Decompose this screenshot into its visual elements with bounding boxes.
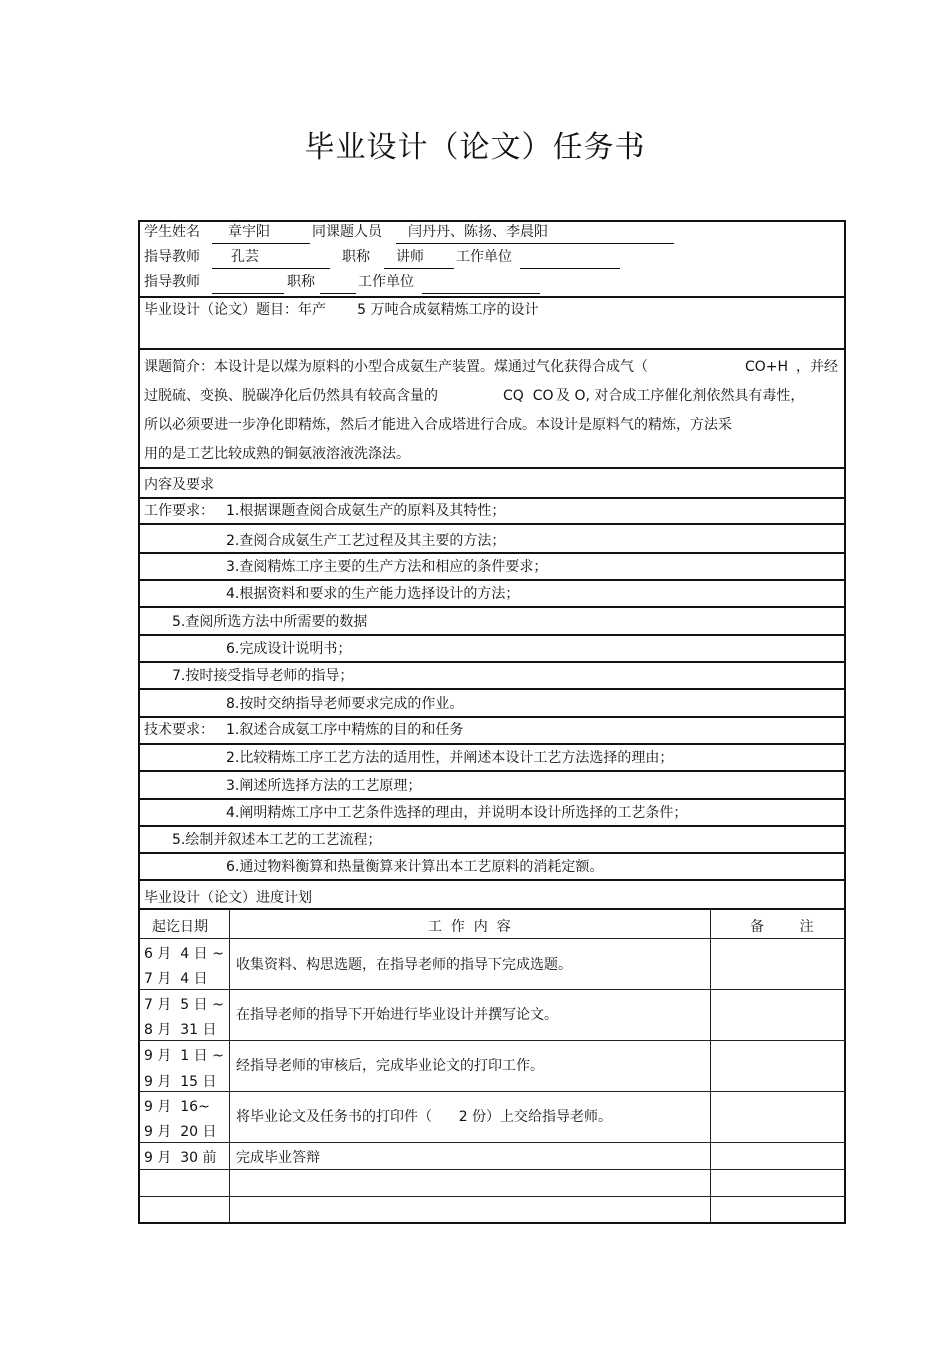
fill-underline bbox=[320, 293, 356, 294]
advisor-label: 指导教师 bbox=[144, 274, 200, 290]
column-divider bbox=[710, 908, 711, 1223]
divider bbox=[138, 296, 846, 298]
divider bbox=[138, 467, 846, 469]
divider bbox=[138, 348, 846, 350]
fill-underline bbox=[384, 268, 454, 269]
work-unit-label: 工作单位 bbox=[456, 249, 512, 265]
divider bbox=[138, 634, 846, 636]
schedule-date-start: 6 月 4 日 ~ bbox=[144, 946, 224, 962]
requirement-item: 1.根据课题查阅合成氨生产的原料及其特性； bbox=[226, 503, 506, 519]
schedule-content: 完成毕业答辩 bbox=[236, 1150, 320, 1166]
divider bbox=[138, 879, 846, 881]
intro-line-1-end: ，并经 bbox=[796, 359, 838, 375]
divider bbox=[138, 579, 846, 581]
advisor-label: 指导教师 bbox=[144, 249, 200, 265]
tech-requirements-label: 技术要求： bbox=[144, 722, 214, 738]
intro-line-4: 用的是工艺比较成熟的铜氨液溶液洗涤法。 bbox=[144, 446, 410, 462]
student-name-value: 章宇阳 bbox=[228, 224, 270, 240]
divider bbox=[138, 1040, 846, 1041]
schedule-date-end: 8 月 31 日 bbox=[144, 1022, 217, 1038]
divider bbox=[138, 770, 846, 772]
divider bbox=[138, 989, 846, 990]
requirement-item: 2.比较精炼工序工艺方法的适用性，并阐述本设计工艺方法选择的理由； bbox=[226, 750, 674, 766]
student-name-label: 学生姓名 bbox=[144, 224, 200, 240]
intro-line-2-end: 及 O, 对合成工序催化剂依然具有毒性， bbox=[556, 388, 805, 404]
requirement-item: 8.按时交纳指导老师要求完成的作业。 bbox=[226, 696, 464, 712]
divider bbox=[138, 606, 846, 608]
intro-line-2: 过脱硫、变换、脱碳净化后仍然具有较高含量的 bbox=[144, 388, 438, 404]
job-title-value: 讲师 bbox=[396, 249, 424, 265]
fill-underline bbox=[520, 268, 620, 269]
peers-label: 同课题人员 bbox=[312, 224, 382, 240]
page-title: 毕业设计（论文）任务书 bbox=[304, 130, 646, 165]
requirement-item: 2.查阅合成氨生产工艺过程及其主要的方法； bbox=[226, 533, 506, 549]
schedule-header-date: 起讫日期 bbox=[152, 919, 208, 935]
schedule-header-remarks: 备 注 bbox=[750, 919, 814, 935]
schedule-heading: 毕业设计（论文）进度计划 bbox=[144, 890, 312, 906]
requirement-item: 6.通过物料衡算和热量衡算来计算出本工艺原料的消耗定额。 bbox=[226, 859, 604, 875]
requirement-item: 3.阐述所选择方法的工艺原理； bbox=[226, 778, 422, 794]
thesis-topic: 毕业设计（论文）题目：年产 5 万吨合成氨精炼工序的设计 bbox=[144, 302, 539, 318]
intro-line-1: 课题简介：本设计是以煤为原料的小型合成氨生产装置。煤通过气化获得合成气（ bbox=[144, 359, 648, 375]
requirement-item: 1.叙述合成氨工序中精炼的目的和任务 bbox=[226, 722, 464, 738]
work-unit-label: 工作单位 bbox=[358, 274, 414, 290]
divider bbox=[138, 1196, 846, 1197]
divider bbox=[138, 1169, 846, 1170]
fill-underline bbox=[212, 293, 284, 294]
schedule-date-start: 7 月 5 日 ~ bbox=[144, 997, 224, 1013]
requirement-item: 4.根据资料和要求的生产能力选择设计的方法； bbox=[226, 586, 520, 602]
job-title-label: 职称 bbox=[287, 274, 315, 290]
schedule-content: 将毕业论文及任务书的打印件（ 2 份）上交给指导老师。 bbox=[236, 1109, 613, 1125]
divider bbox=[138, 523, 846, 525]
schedule-date-end: 9 月 15 日 bbox=[144, 1074, 217, 1090]
work-requirements-label: 工作要求： bbox=[144, 503, 214, 519]
column-divider bbox=[229, 908, 230, 1223]
requirement-item: 4.阐明精炼工序中工艺条件选择的理由，并说明本设计所选择的工艺条件； bbox=[226, 805, 688, 821]
schedule-date-start: 9 月 16~ bbox=[144, 1099, 210, 1115]
schedule-date-start: 9 月 30 前 bbox=[144, 1150, 217, 1166]
divider bbox=[138, 852, 846, 854]
job-title-label: 职称 bbox=[342, 249, 370, 265]
schedule-date-start: 9 月 1 日 ~ bbox=[144, 1048, 224, 1064]
divider bbox=[138, 938, 846, 939]
divider bbox=[138, 743, 846, 745]
divider bbox=[138, 908, 846, 910]
divider bbox=[138, 1091, 846, 1092]
divider bbox=[138, 798, 846, 800]
divider bbox=[138, 552, 846, 554]
divider bbox=[138, 1142, 846, 1143]
divider bbox=[138, 497, 846, 499]
intro-formula: CQ CO bbox=[503, 388, 554, 404]
requirement-item: 5.绘制并叙述本工艺的工艺流程； bbox=[172, 832, 382, 848]
fill-underline bbox=[396, 243, 674, 244]
fill-underline bbox=[422, 293, 540, 294]
divider bbox=[138, 825, 846, 827]
schedule-date-end: 7 月 4 日 bbox=[144, 971, 208, 987]
schedule-content: 收集资料、构思选题，在指导老师的指导下完成选题。 bbox=[236, 957, 572, 973]
peers-value: 闫丹丹、陈扬、李晨阳 bbox=[408, 224, 548, 240]
intro-formula: CO+H bbox=[745, 359, 789, 375]
fill-underline bbox=[212, 243, 310, 244]
content-heading: 内容及要求 bbox=[144, 477, 214, 493]
divider bbox=[138, 661, 846, 663]
divider bbox=[138, 688, 846, 690]
divider bbox=[138, 716, 846, 718]
requirement-item: 3.查阅精炼工序主要的生产方法和相应的条件要求； bbox=[226, 559, 548, 575]
fill-underline bbox=[212, 268, 330, 269]
advisor-name-value: 孔芸 bbox=[231, 249, 259, 265]
schedule-content: 经指导老师的审核后，完成毕业论文的打印工作。 bbox=[236, 1058, 544, 1074]
intro-line-3: 所以必须要进一步净化即精炼，然后才能进入合成塔进行合成。本设计是原料气的精炼，方法采 bbox=[144, 417, 732, 433]
requirement-item: 7.按时接受指导老师的指导； bbox=[172, 668, 354, 684]
schedule-header-content: 工 作 内 容 bbox=[428, 919, 511, 935]
requirement-item: 6.完成设计说明书； bbox=[226, 641, 352, 657]
schedule-content: 在指导老师的指导下开始进行毕业设计并撰写论文。 bbox=[236, 1007, 558, 1023]
schedule-date-end: 9 月 20 日 bbox=[144, 1124, 217, 1140]
requirement-item: 5.查阅所选方法中所需要的数据 bbox=[172, 614, 368, 630]
